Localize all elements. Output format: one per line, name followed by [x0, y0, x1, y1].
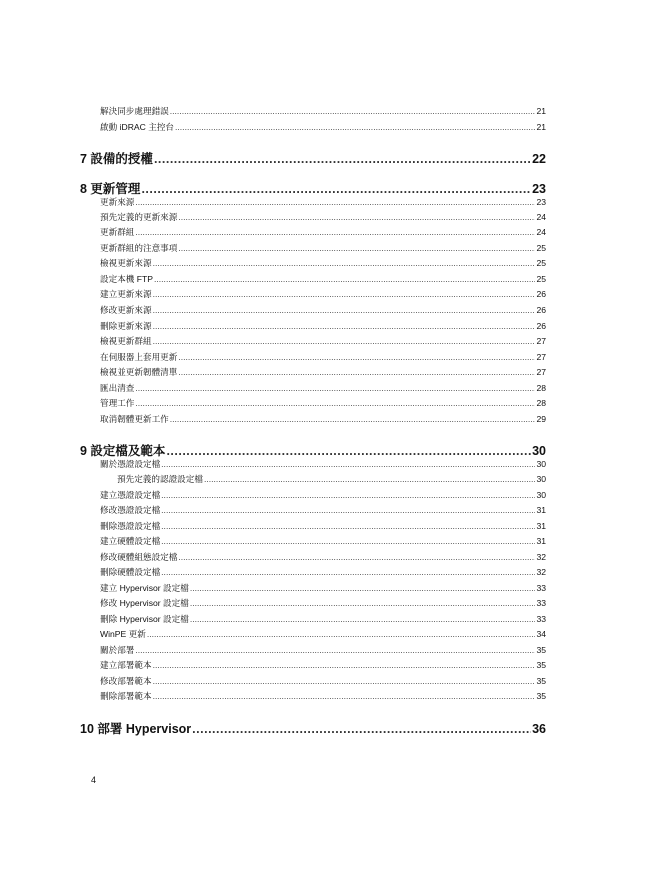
toc-entry-title: 匯出清查 — [100, 383, 135, 393]
toc-entry[interactable] — [80, 441, 546, 459]
toc-entry[interactable] — [100, 504, 546, 516]
toc-entry[interactable] — [100, 520, 546, 532]
toc-entry-title: 預先定義的更新來源 — [100, 212, 178, 222]
toc-entry[interactable] — [100, 196, 546, 208]
toc-entry[interactable] — [100, 613, 546, 625]
toc-entry[interactable] — [100, 675, 546, 687]
toc-entry[interactable] — [100, 382, 546, 394]
toc-entry-title: 更新群組 — [100, 227, 135, 237]
toc-entry-page: 29 — [536, 414, 546, 424]
toc-entry-page: 32 — [536, 567, 546, 577]
toc-entry-page: 28 — [536, 383, 546, 393]
toc-entry-page: 35 — [536, 676, 546, 686]
toc-entry-title: 建立 Hypervisor 設定檔 — [100, 583, 189, 593]
toc-entry-title: WinPE 更新 — [100, 629, 146, 639]
dot-leader — [153, 676, 536, 686]
toc-entry[interactable] — [100, 335, 546, 347]
toc-entry-page: 33 — [536, 614, 546, 624]
dot-leader — [153, 258, 536, 268]
toc-entry-page: 36 — [532, 722, 546, 736]
dot-leader — [153, 691, 536, 701]
dot-leader — [135, 398, 535, 408]
toc-entry[interactable] — [100, 304, 546, 316]
toc-entry-page: 30 — [536, 474, 546, 484]
toc-entry-page: 32 — [536, 552, 546, 562]
dot-leader — [204, 474, 535, 484]
toc-entry-title: 檢視並更新韌體清單 — [100, 367, 178, 377]
dot-leader — [135, 383, 535, 393]
toc-entry-title: 在伺服器上套用更新 — [100, 352, 178, 362]
toc-entry-title: 修改部署範本 — [100, 676, 152, 686]
toc-entry[interactable] — [100, 105, 546, 117]
toc-entry-title: 9 設定檔及範本 — [80, 444, 166, 458]
toc-entry[interactable] — [100, 226, 546, 238]
toc-entry-title: 管理工作 — [100, 398, 135, 408]
toc-entry[interactable] — [100, 551, 546, 563]
dot-leader — [153, 660, 536, 670]
toc-entry-page: 31 — [536, 536, 546, 546]
dot-leader — [153, 305, 536, 315]
toc-entry-title: 關於憑證設定檔 — [100, 459, 161, 469]
toc-entry-page: 26 — [536, 305, 546, 315]
toc-entry-page: 21 — [536, 122, 546, 132]
toc-entry-title: 建立硬體設定檔 — [100, 536, 161, 546]
toc-entry-title: 設定本機 FTP — [100, 274, 153, 284]
dot-leader — [170, 106, 536, 116]
dot-leader — [135, 197, 535, 207]
toc-entry-page: 30 — [536, 490, 546, 500]
toc-entry[interactable] — [100, 397, 546, 409]
toc-entry-title: 預先定義的認證設定檔 — [117, 474, 203, 484]
toc-entry-page: 27 — [536, 352, 546, 362]
toc-entry-page: 25 — [536, 274, 546, 284]
toc-entry-title: 取消韌體更新工作 — [100, 414, 169, 424]
toc-entry-title: 刪除硬體設定檔 — [100, 567, 161, 577]
toc-entry[interactable] — [100, 690, 546, 702]
toc-entry-title: 修改更新來源 — [100, 305, 152, 315]
toc-entry-page: 34 — [536, 629, 546, 639]
toc-entry-title: 刪除部署範本 — [100, 691, 152, 701]
toc-entry-page: 24 — [536, 227, 546, 237]
dot-leader — [178, 352, 535, 362]
toc-entry-title: 更新群組的注意事項 — [100, 243, 178, 253]
toc-entry[interactable] — [100, 644, 546, 656]
dot-leader — [170, 414, 536, 424]
toc-entry-page: 28 — [536, 398, 546, 408]
dot-leader — [192, 722, 531, 736]
dot-leader — [161, 490, 535, 500]
toc-entry[interactable] — [100, 242, 546, 254]
dot-leader — [147, 629, 536, 639]
dot-leader — [178, 367, 535, 377]
toc-entry[interactable] — [100, 628, 546, 640]
toc-entry-page: 33 — [536, 598, 546, 608]
toc-entry[interactable] — [100, 582, 546, 594]
toc-entry[interactable] — [100, 351, 546, 363]
toc-entry[interactable] — [100, 366, 546, 378]
toc-entry[interactable] — [100, 211, 546, 223]
toc-entry-title: 刪除憑證設定檔 — [100, 521, 161, 531]
toc-entry-page: 26 — [536, 289, 546, 299]
toc-entry-page: 23 — [532, 182, 546, 196]
toc-entry-title: 關於部署 — [100, 645, 135, 655]
dot-leader — [135, 645, 535, 655]
toc-entry-page: 21 — [536, 106, 546, 116]
dot-leader — [161, 536, 535, 546]
toc-entry-title: 檢視更新來源 — [100, 258, 152, 268]
toc-entry-page: 22 — [532, 152, 546, 166]
toc-entry[interactable] — [117, 473, 546, 485]
dot-leader — [178, 212, 535, 222]
toc-entry[interactable] — [100, 535, 546, 547]
toc-entry-page: 30 — [536, 459, 546, 469]
toc-entry[interactable] — [100, 288, 546, 300]
toc-entry-page: 25 — [536, 243, 546, 253]
toc-entry-page: 30 — [532, 444, 546, 458]
toc-entry[interactable] — [100, 597, 546, 609]
dot-leader — [190, 598, 536, 608]
toc-entry-page: 24 — [536, 212, 546, 222]
toc-entry-title: 檢視更新群組 — [100, 336, 152, 346]
toc-entry[interactable] — [100, 320, 546, 332]
toc-entry[interactable] — [100, 257, 546, 269]
toc-entry[interactable] — [100, 458, 546, 470]
dot-leader — [161, 505, 535, 515]
toc-entry-title: 7 設備的授權 — [80, 152, 153, 166]
toc-entry-title: 建立部署範本 — [100, 660, 152, 670]
toc-entry-title: 刪除更新來源 — [100, 321, 152, 331]
dot-leader — [153, 289, 536, 299]
toc-entry-title: 修改硬體組態設定檔 — [100, 552, 178, 562]
page-number: 4 — [91, 775, 97, 785]
dot-leader — [154, 152, 531, 166]
toc-entry-title: 8 更新管理 — [80, 182, 141, 196]
toc-entry-title: 更新來源 — [100, 197, 135, 207]
toc-entry-title: 建立憑證設定檔 — [100, 490, 161, 500]
dot-leader — [161, 567, 535, 577]
dot-leader — [153, 321, 536, 331]
toc-entry[interactable] — [80, 719, 546, 737]
toc-entry[interactable] — [100, 121, 546, 133]
dot-leader — [175, 122, 535, 132]
dot-leader — [154, 274, 535, 284]
dot-leader — [178, 552, 535, 562]
toc-entry-page: 31 — [536, 521, 546, 531]
dot-leader — [153, 336, 536, 346]
dot-leader — [178, 243, 535, 253]
dot-leader — [190, 614, 536, 624]
toc-entry-title: 啟動 iDRAC 主控台 — [100, 122, 175, 132]
toc-entry[interactable] — [100, 273, 546, 285]
toc-entry[interactable] — [100, 566, 546, 578]
toc-entry-title: 修改憑證設定檔 — [100, 505, 161, 515]
toc-entry[interactable] — [100, 489, 546, 501]
toc-entry-page: 23 — [536, 197, 546, 207]
toc-entry-page: 35 — [536, 691, 546, 701]
toc-entry-page: 26 — [536, 321, 546, 331]
toc-entry[interactable] — [100, 413, 546, 425]
toc-entry-page: 35 — [536, 660, 546, 670]
dot-leader — [190, 583, 536, 593]
dot-leader — [166, 444, 531, 458]
toc-entry[interactable] — [80, 179, 546, 197]
toc-entry-page: 35 — [536, 645, 546, 655]
toc-entry-page: 27 — [536, 336, 546, 346]
dot-leader — [141, 182, 531, 196]
toc-entry[interactable] — [80, 149, 546, 167]
toc-entry-title: 刪除 Hypervisor 設定檔 — [100, 614, 189, 624]
dot-leader — [161, 459, 535, 469]
toc-entry-title: 建立更新來源 — [100, 289, 152, 299]
toc-entry-page: 33 — [536, 583, 546, 593]
toc-entry-page: 27 — [536, 367, 546, 377]
toc-entry[interactable] — [100, 659, 546, 671]
toc-entry-page: 25 — [536, 258, 546, 268]
toc-entry-title: 解決同步處理錯誤 — [100, 106, 169, 116]
toc-entry-title: 修改 Hypervisor 設定檔 — [100, 598, 189, 608]
toc-entry-title: 10 部署 Hypervisor — [80, 722, 192, 736]
dot-leader — [161, 521, 535, 531]
toc-entry-page: 31 — [536, 505, 546, 515]
dot-leader — [135, 227, 535, 237]
